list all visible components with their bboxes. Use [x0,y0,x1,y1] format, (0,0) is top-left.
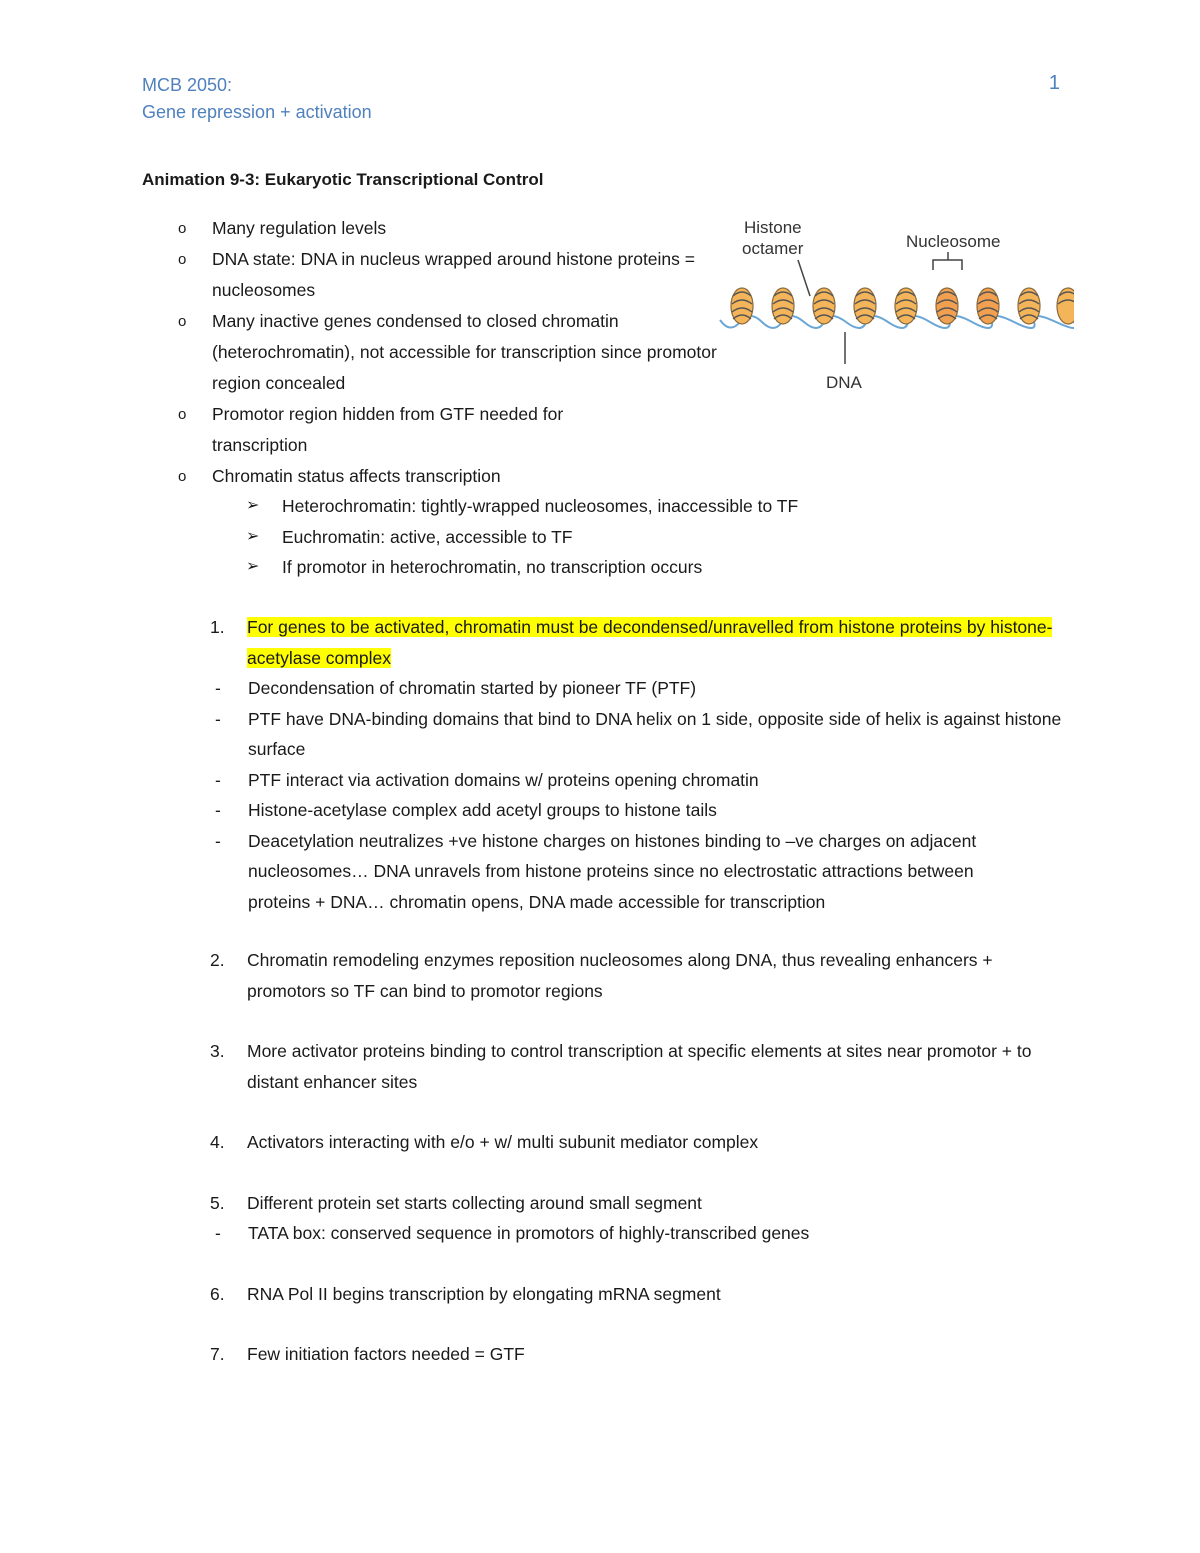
item-number: 1. [210,617,225,637]
bullet-marker: o [178,251,187,268]
course-topic: Gene repression + activation [142,102,372,122]
bullet-list [142,213,722,492]
sub-item-text: TATA box: conserved sequence in promotors of highly-transcribed genes [248,1223,810,1243]
label-histone: Histone [744,218,802,237]
list-item [195,826,988,918]
list-item [142,399,652,461]
sub-item-text: PTF have DNA-binding domains that bind to DNA helix on 1 side, opposite side of helix is against histone surface [248,708,1062,759]
list-item [142,244,722,306]
bullet-marker: o [178,313,187,330]
arrow-list [246,491,798,583]
dash-marker: - [215,800,221,820]
list-item [142,1279,1062,1310]
list-item [195,1218,1062,1249]
arrow-item-text: Heterochromatin: tightly-wrapped nucleosomes, inaccessible to TF [282,496,799,516]
bullet-marker: o [178,468,187,485]
sub-item-text: Deacetylation neutralizes +ve histone charges on histones binding to –ve charges on adjacent nucleosomes… DNA unravels from histone proteins since no electrostatic attractions between proteins + DNA… chromatin opens, DNA made accessible for transcription [248,830,977,912]
item-text: Activators interacting with e/o + w/ multi subunit mediator complex [247,1132,759,1152]
label-dna: DNA [826,373,862,392]
list-item [142,945,1007,1006]
list-item [195,765,1062,796]
list-item [142,1127,1062,1158]
bullet-marker: o [178,220,187,237]
item-number: 6. [210,1283,225,1304]
dash-marker: - [215,678,221,698]
list-item [195,673,1062,704]
section-title: Animation 9-3: Eukaryotic Transcriptional Control [142,170,544,189]
highlighted-text: For genes to be activated, chromatin must be decondensed/unravelled from histone proteins by histone-acetylase complex [247,617,1053,668]
bullet-text: Promotor region hidden from GTF needed for transcription [212,404,564,455]
list-item [142,612,1062,917]
list-item [246,491,798,522]
sub-item-text: Histone-acetylase complex add acetyl groups to histone tails [248,800,717,820]
item-number: 7. [210,1344,225,1364]
list-item [142,306,722,399]
list-item [142,1188,1062,1249]
arrow-item-text: Euchromatin: active, accessible to TF [282,526,573,547]
arrow-bullet-icon: ➢ [246,527,260,545]
item-text: RNA Pol II begins transcription by elongating mRNA segment [247,1283,721,1304]
bullet-text: Chromatin status affects transcription [212,466,501,486]
nucleosome-row [731,288,1074,324]
list-item [195,704,1062,765]
nucleosome-icon [895,288,917,324]
nucleosome-icon [977,288,999,324]
page-number: 1 [1048,72,1060,94]
list-item [142,461,722,492]
dash-list [195,673,1062,917]
list-item [246,552,798,583]
nucleosome-icon [936,288,958,324]
list-item [195,795,1062,826]
nucleosome-icon [772,288,794,324]
dash-marker: - [215,708,221,729]
list-item [142,1339,1062,1370]
item-text: More activator proteins binding to control transcription at specific elements at sites near promotor + to distant enhancer sites [247,1041,1032,1092]
item-number: 3. [210,1041,225,1061]
item-number: 4. [210,1132,225,1152]
nucleosome-icon [854,288,876,324]
dash-list [195,1218,1062,1249]
sub-item-text: Decondensation of chromatin started by pioneer TF (PTF) [248,678,697,698]
list-item [142,213,722,244]
arrow-item-text: If promotor in heterochromatin, no transcription occurs [282,557,703,577]
arrow-bullet-icon: ➢ [246,558,260,575]
course-code: MCB 2050: [142,75,233,95]
octamer-pointer [798,260,810,296]
item-text: Different protein set starts collecting around small segment [247,1192,702,1213]
item-number: 5. [210,1192,225,1213]
arrow-bullet-icon: ➢ [246,497,260,514]
bullet-text: Many regulation levels [212,218,387,238]
numbered-list [142,612,1062,1400]
bullet-text: DNA state: DNA in nucleus wrapped around histone proteins = nucleosomes [212,249,695,300]
nucleosome-diagram [718,212,1074,397]
running-header [142,72,372,126]
item-text: Chromatin remodeling enzymes reposition nucleosomes along DNA, thus revealing enhancers + promotors so TF can bind to promotor regions [247,950,993,1001]
item-number: 2. [210,950,225,970]
sub-item-text: PTF interact via activation domains w/ proteins opening chromatin [248,769,759,790]
bullet-text: Many inactive genes condensed to closed chromatin (heterochromatin), not accessible for transcription since promotor region concealed [212,311,717,393]
item-text: Few initiation factors needed = GTF [247,1344,525,1364]
list-item [246,522,798,553]
nucleosome-icon [813,288,835,324]
list-item [142,1036,1067,1097]
bullet-marker: o [178,406,187,423]
label-octamer: octamer [742,239,804,258]
nucleosome-icon [1018,288,1040,324]
dash-marker: - [215,769,221,790]
nucleosome-icon [731,288,753,324]
dash-marker: - [215,1223,221,1243]
nucleosome-bracket [933,260,962,270]
dash-marker: - [215,830,221,851]
nucleosome-icon [1057,288,1074,324]
label-nucleosome: Nucleosome [906,232,1001,251]
